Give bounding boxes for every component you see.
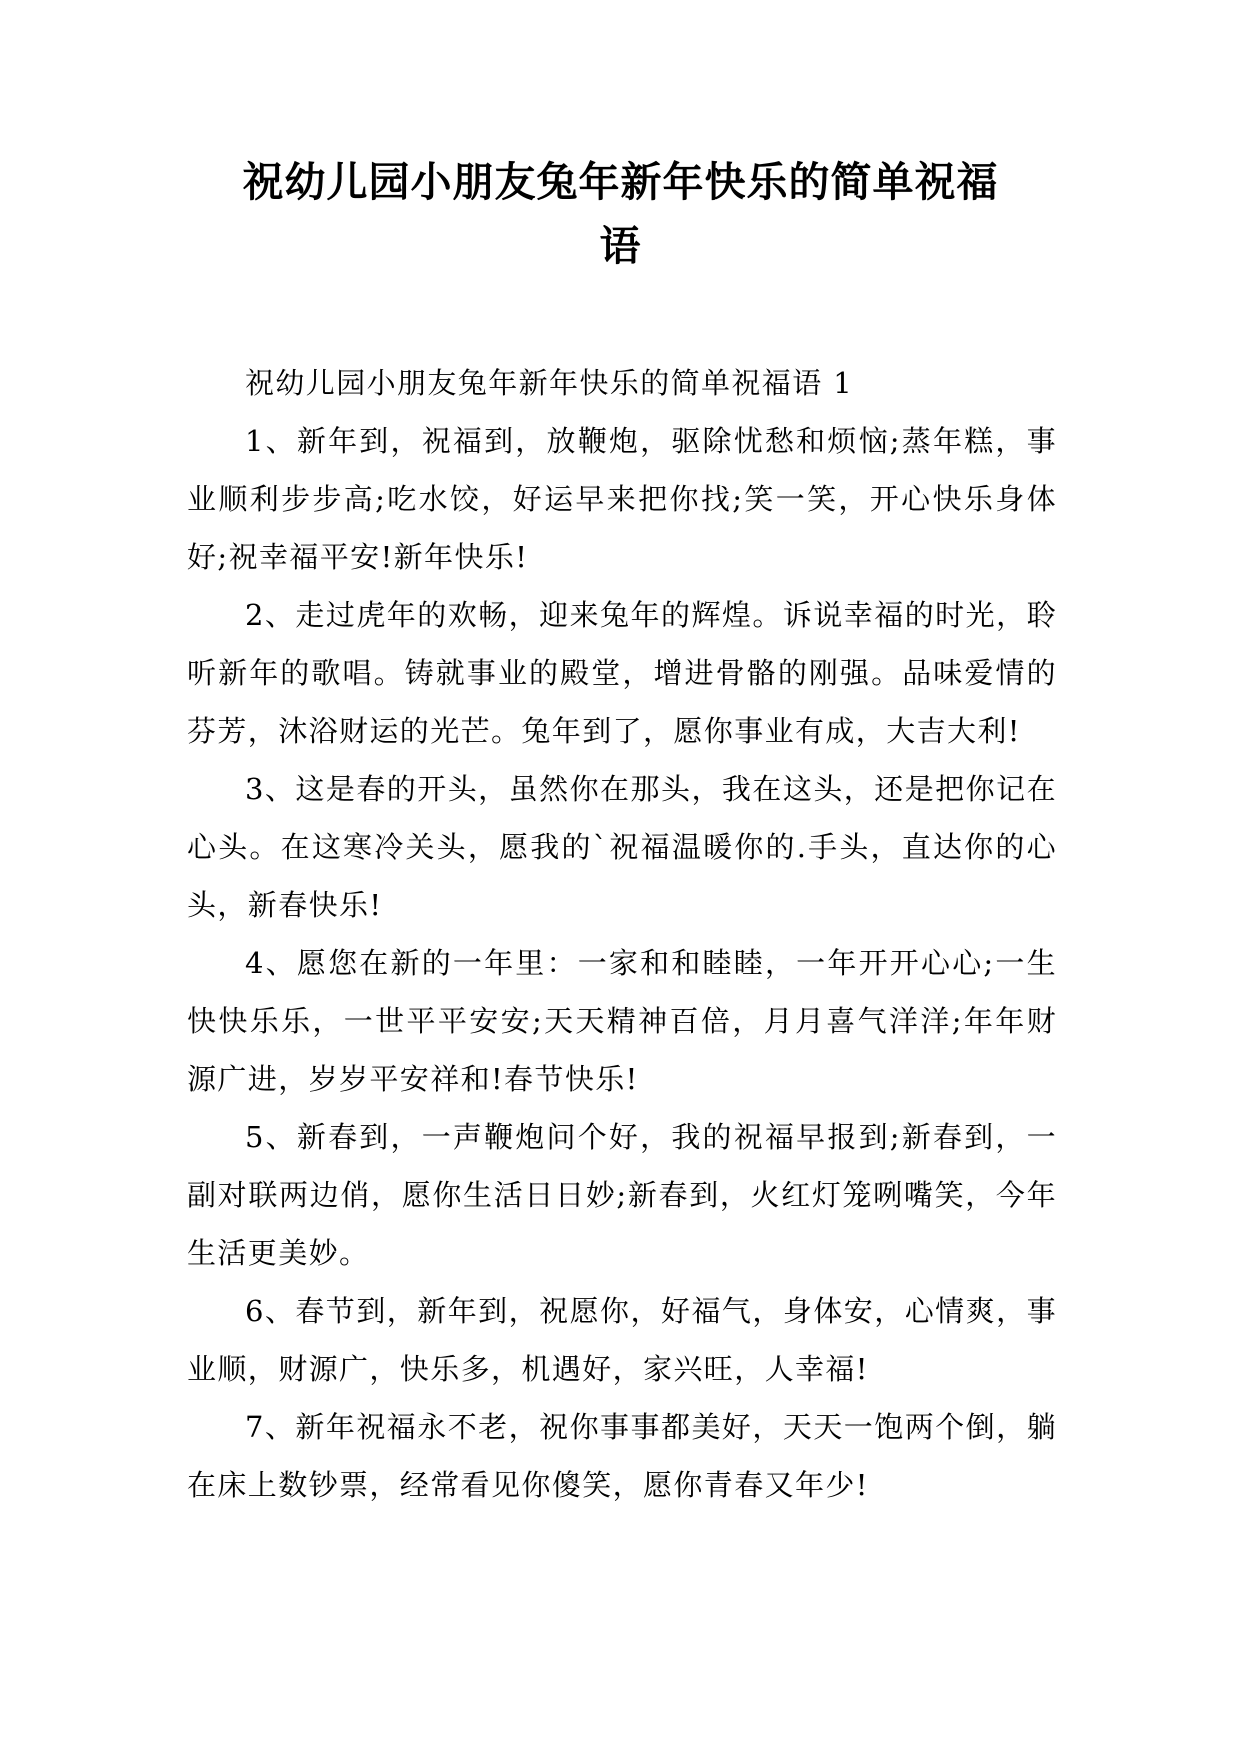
paragraph-6: 6、春节到，新年到，祝愿你，好福气，身体安，心情爽，事业顺，财源广，快乐多，机遇好，家兴旺，人幸福!	[187, 1294, 1057, 1386]
paragraph-3: 3、这是春的开头，虽然你在那头，我在这头，还是把你记在心头。在这寒冷关头，愿我的`祝福温暖你的.手头，直达你的心头，新春快乐!	[187, 772, 1057, 922]
paragraph-1: 1、新年到，祝福到，放鞭炮，驱除忧愁和烦恼;蒸年糕，事业顺利步步高;吃水饺，好运早来把你找;笑一笑，开心快乐身体好;祝幸福平安!新年快乐!	[187, 424, 1057, 574]
paragraph-5: 5、新春到，一声鞭炮问个好，我的祝福早报到;新春到，一副对联两边俏，愿你生活日日妙;新春到，火红灯笼咧嘴笑，今年生活更美妙。	[187, 1120, 1057, 1270]
document-title	[185, 150, 1056, 278]
title-line-2: 语	[599, 222, 642, 270]
paragraph-2: 2、走过虎年的欢畅，迎来兔年的辉煌。诉说幸福的时光，聆听新年的歌唱。铸就事业的殿堂，增进骨骼的刚强。品味爱情的芬芳，沐浴财运的光芒。兔年到了，愿你事业有成，大吉大利!	[187, 598, 1057, 748]
document-body	[187, 354, 1057, 1514]
paragraph-7: 7、新年祝福永不老，祝你事事都美好，天天一饱两个倒，躺在床上数钞票，经常看见你傻笑，愿你青春又年少!	[187, 1410, 1057, 1502]
title-line-1: 祝幼儿园小朋友兔年新年快乐的简单祝福	[242, 158, 999, 206]
section-heading: 祝幼儿园小朋友兔年新年快乐的简单祝福语 1	[245, 366, 854, 400]
paragraph-4: 4、愿您在新的一年里：一家和和睦睦，一年开开心心;一生快快乐乐，一世平平安安;天天精神百倍，月月喜气洋洋;年年财源广进，岁岁平安祥和!春节快乐!	[187, 946, 1057, 1096]
